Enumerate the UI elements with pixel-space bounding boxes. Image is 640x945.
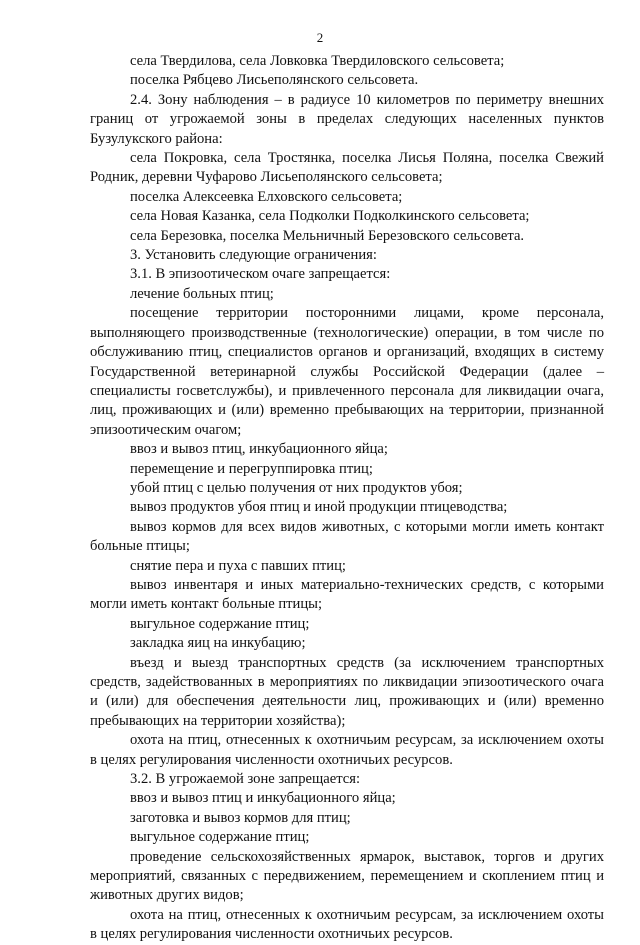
paragraph: поселка Алексеевка Елховского сельсовета; bbox=[130, 188, 403, 205]
page-number: 2 bbox=[316, 30, 324, 45]
paragraph: выгульное содержание птиц; bbox=[130, 829, 310, 846]
paragraph: поселка Рябцево Лисьеполянского сельсовета. bbox=[130, 72, 419, 89]
paragraph: охота на птиц, отнесенных к охотничьим ресурсам, за исключением охоты в целях регулирования численности охотничьих ресурсов. bbox=[90, 906, 604, 943]
paragraph: посещение территории посторонними лицами, кроме персонала, выполняющего производственные (технологические) операции, в том числе по обслуживанию птиц, специалистов органов и организаций, входящих в систему Государственной ветеринарной службы Российской Федерации (далее – специалисты госветслужбы), и привлеченного персонала для ликвидации очага, лиц, проживающих и (или) временно пребывающих на территории, признанной эпизоотическим очагом; bbox=[90, 305, 604, 438]
paragraph: закладка яиц на инкубацию; bbox=[130, 635, 306, 652]
paragraph: 2.4. Зону наблюдения – в радиусе 10 километров по периметру внешних границ от угрожаемой зоны в пределах следующих населенных пунктов Бузулукского района: bbox=[90, 91, 604, 147]
paragraph: убой птиц с целью получения от них продуктов убоя; bbox=[130, 479, 463, 496]
paragraph: вывоз инвентаря и иных материально-технических средств, с которыми могли иметь контакт больные птицы; bbox=[90, 576, 604, 613]
paragraph: 3. Установить следующие ограничения: bbox=[130, 247, 377, 264]
paragraph: проведение сельскохозяйственных ярмарок, выставок, торгов и других мероприятий, связанных с передвижением, перемещением и скоплением птиц и животных других видов; bbox=[90, 848, 604, 904]
paragraph: охота на птиц, отнесенных к охотничьим ресурсам, за исключением охоты в целях регулирования численности охотничьих ресурсов. bbox=[90, 732, 604, 768]
paragraph: села Новая Казанка, села Подколки Подколкинского сельсовета; bbox=[130, 208, 530, 225]
paragraph: въезд и выезд транспортных средств (за исключением транспортных средств, задействованных в мероприятиях по ликвидации эпизоотического очага и (или) для обеспечения деятельности лиц, проживающих и (или) временно пребывающих на территории хозяйства); bbox=[90, 654, 604, 729]
paragraph: ввоз и вывоз птиц и инкубационного яйца; bbox=[130, 790, 396, 807]
paragraph: снятие пера и пуха с павших птиц; bbox=[130, 557, 346, 574]
paragraph: села Березовка, поселка Мельничный Березовского сельсовета. bbox=[130, 227, 525, 244]
paragraph: вывоз продуктов убоя птиц и иной продукции птицеводства; bbox=[130, 499, 508, 516]
paragraph: лечение больных птиц; bbox=[130, 285, 274, 302]
paragraph: 3.1. В эпизоотическом очаге запрещается: bbox=[130, 266, 391, 283]
paragraph: выгульное содержание птиц; bbox=[130, 615, 310, 632]
paragraph: села Покровка, села Тростянка, поселка Лисья Поляна, поселка Свежий Родник, деревни Чуфарово Лисьеполянского сельсовета; bbox=[90, 150, 604, 186]
paragraph: 3.2. В угрожаемой зоне запрещается: bbox=[130, 771, 361, 788]
paragraph: ввоз и вывоз птиц, инкубационного яйца; bbox=[130, 441, 388, 458]
paragraph: вывоз кормов для всех видов животных, с которыми могли иметь контакт больные птицы; bbox=[90, 518, 604, 555]
paragraph: перемещение и перегруппировка птиц; bbox=[130, 460, 373, 477]
paragraph: заготовка и вывоз кормов для птиц; bbox=[130, 809, 351, 826]
paragraph: села Твердилова, села Ловковка Твердиловского сельсовета; bbox=[130, 53, 505, 69]
document-body bbox=[90, 52, 604, 945]
